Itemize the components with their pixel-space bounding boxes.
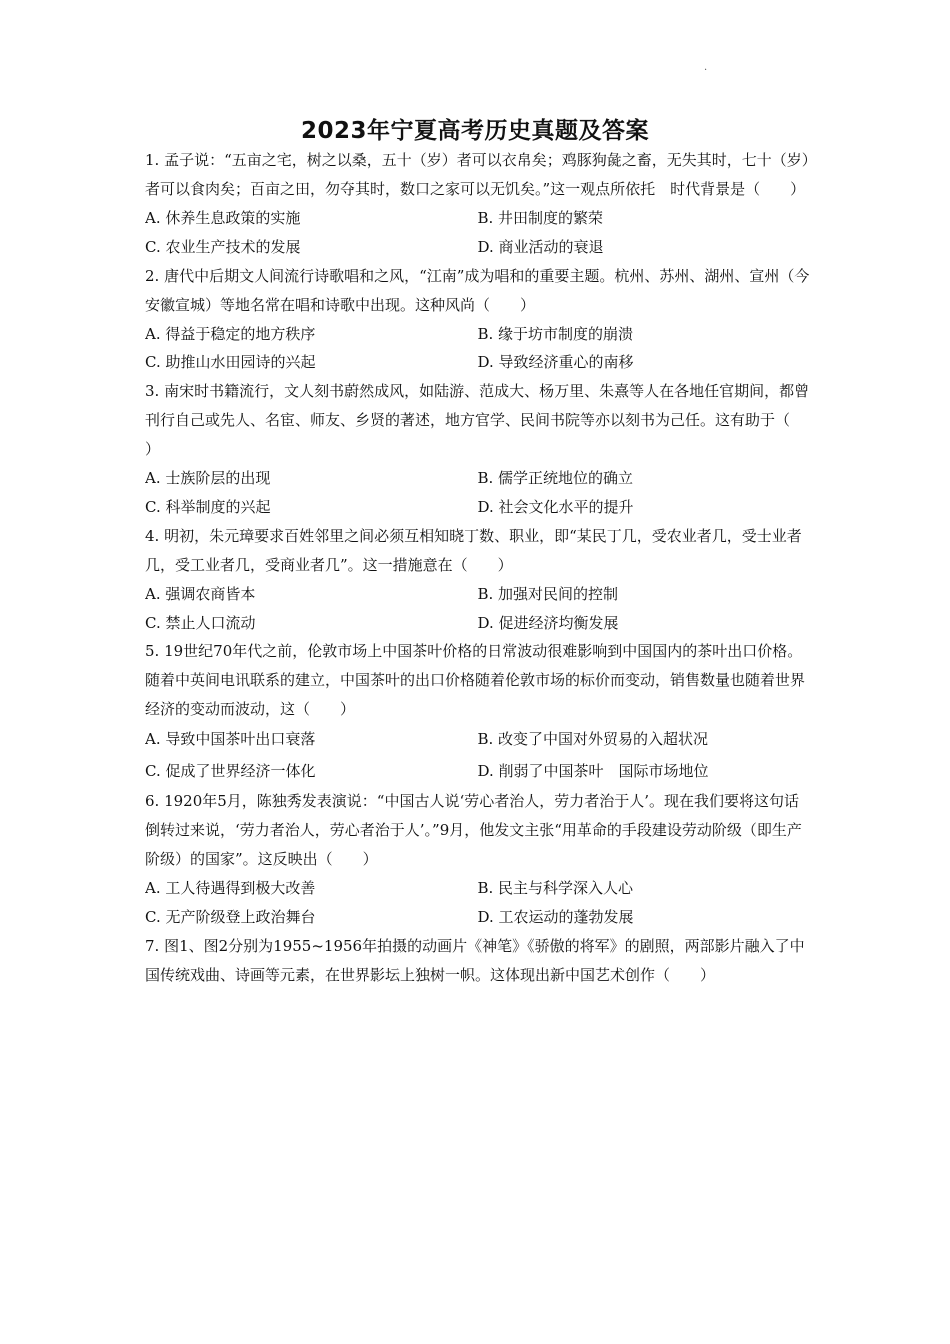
question-stem: 5. 19世纪70年代之前，伦敦市场上中国茶叶价格的日常波动很难影响到中国国内的茶叶出口价格。随着中英间电讯联系的建立，中国茶叶的出口价格随着伦敦市场的标价而变动，销售数量也随着世界经济的变动而波动，这（ ） xyxy=(145,642,806,719)
question-3 xyxy=(145,377,821,522)
option-c: C. 无产阶级登上政治舞台 xyxy=(145,908,316,927)
option-d: D. 社会文化水平的提升 xyxy=(477,497,634,516)
question-4 xyxy=(145,522,810,638)
option-b: B. 加强对民间的控制 xyxy=(477,584,619,603)
page-mark: . xyxy=(704,62,708,73)
question-6 xyxy=(145,787,810,932)
question-stem: 2. 唐代中后期文人间流行诗歌唱和之风，“江南”成为唱和的重要主题。杭州、苏州、湖州、宣州（今安徽宣城）等地名常在唱和诗歌中出现。这种风尚（ ） xyxy=(145,266,810,314)
question-1 xyxy=(145,146,810,262)
question-stem: 7. 图1、图2分别为1955~1956年拍摄的动画片《神笔》《骄傲的将军》的剧照，两部影片融入了中国传统戏曲、诗画等元素，在世界影坛上独树一帜。这体现出新中国艺术创作（ ） xyxy=(145,936,805,984)
option-c: C. 禁止人口流动 xyxy=(145,613,256,632)
options xyxy=(145,874,810,932)
option-a: A. 导致中国茶叶出口衰落 xyxy=(145,730,316,749)
options xyxy=(145,724,810,787)
option-a: A. 士族阶层的出现 xyxy=(145,469,271,488)
option-b: B. 民主与科学深入人心 xyxy=(477,879,634,898)
options xyxy=(145,464,810,522)
option-b: B. 儒学正统地位的确立 xyxy=(477,469,634,488)
option-d: D. 削弱了中国茶叶 国际市场地位 xyxy=(477,761,709,780)
option-a: A. 休养生息政策的实施 xyxy=(145,209,301,227)
option-c: C. 农业生产技术的发展 xyxy=(145,237,301,256)
option-a: A. 得益于稳定的地方秩序 xyxy=(145,324,316,343)
document-title: 2023年宁夏高考历史真题及答案 xyxy=(300,118,649,144)
option-b: B. 井田制度的繁荣 xyxy=(477,209,604,227)
question-2 xyxy=(145,262,810,378)
option-d: D. 导致经济重心的南移 xyxy=(477,353,634,372)
options xyxy=(145,320,810,378)
question-stem: 4. 明初，朱元璋要求百姓邻里之间必须互相知晓丁数、职业，即“某民丁几，受农业者几，受士业者几，受工业者几，受商业者几”。这一措施意在（ ） xyxy=(145,526,802,574)
option-d: D. 商业活动的衰退 xyxy=(477,237,604,256)
option-d: D. 工农运动的蓬勃发展 xyxy=(477,908,634,927)
option-b: B. 改变了中国对外贸易的入超状况 xyxy=(477,730,709,749)
option-b: B. 缘于坊市制度的崩溃 xyxy=(477,324,634,343)
question-stem: 1. 孟子说：“五亩之宅，树之以桑，五十（岁）者可以衣帛矣；鸡豚狗彘之畜，无失其时，七十（岁）者可以食肉矣；百亩之田，勿夺其时，数口之家可以无饥矣。”这一观点所依托 时代背景是（ ） xyxy=(145,151,810,198)
options xyxy=(145,580,810,638)
option-c: C. 科举制度的兴起 xyxy=(145,497,271,516)
options xyxy=(145,204,810,262)
option-c: C. 促成了世界经济一体化 xyxy=(145,761,316,780)
option-d: D. 促进经济均衡发展 xyxy=(477,613,619,632)
option-c: C. 助推山水田园诗的兴起 xyxy=(145,353,316,372)
question-7 xyxy=(145,932,810,990)
option-a: A. 工人待遇得到极大改善 xyxy=(145,879,316,898)
question-list xyxy=(145,146,821,990)
question-stem: 3. 南宋时书籍流行，文人刻书蔚然成风，如陆游、范成大、杨万里、朱熹等人在各地任官期间，都曾刊行自己或先人、名宦、师友、乡贤的著述，地方官学、民间书院等亦以刻书为己任。这有助于（ ） xyxy=(145,382,821,459)
question-5 xyxy=(145,637,810,787)
question-stem: 6. 1920年5月，陈独秀发表演说：“中国古人说‘劳心者治人，劳力者治于人’。现在我们要将这句话倒转过来说，‘劳力者治人，劳心者治于人’。”9月，他发文主张“用革命的手段建设劳动阶级（即生产阶级）的国家”。这反映出（ ） xyxy=(145,792,802,869)
option-a: A. 强调农商皆本 xyxy=(145,584,256,603)
